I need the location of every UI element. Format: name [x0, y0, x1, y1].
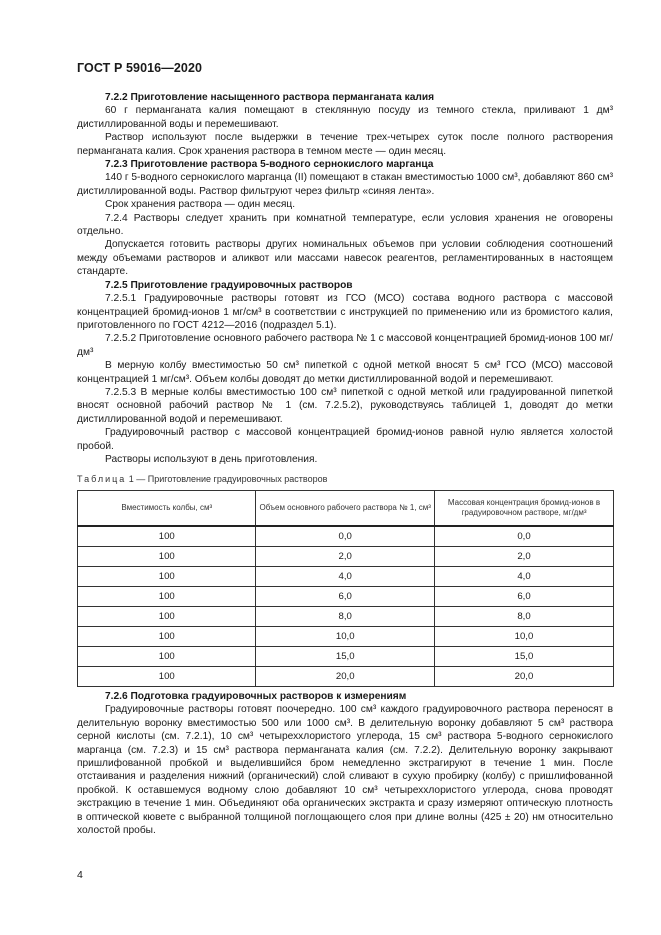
table-cell: 100	[78, 567, 256, 587]
table-row	[78, 647, 614, 667]
header-flask-volume: Вместимость колбы, см³	[78, 491, 256, 527]
body-text-section-2	[77, 690, 613, 837]
table-cell: 100	[78, 607, 256, 627]
body-text-section-1	[77, 91, 613, 466]
paragraph: 7.2.5.3 В мерные колбы вместимостью 100 см³ пипеткой с одной меткой или градуированной пипеткой вносят основной рабочий раствор № 1 (см. 7.2.5.2), руководствуясь таблицей 1, доводят до метки дистиллированной водой и перемешивают.	[77, 386, 613, 425]
section-heading: 7.2.3 Приготовление раствора 5-водного сернокислого марганца	[105, 159, 434, 171]
paragraph: 140 г 5-водного сернокислого марганца (II) помещают в стакан вместимостью 1000 см³, добавляют 860 см³ дистиллированной воды. Раствор фильтруют через фильтр «синяя лента».	[77, 172, 613, 197]
paragraph: Градуировочный раствор с массовой концентрацией бромид-ионов равной нулю является холостой пробой.	[77, 427, 613, 452]
header-concentration: Массовая концентрация бромид-ионов в градуировочном растворе, мг/дм³	[434, 491, 613, 527]
document-header: ГОСТ Р 59016—2020	[77, 61, 203, 75]
table-caption-text: 1 — Приготовление градуировочных растворов	[126, 474, 328, 484]
section-heading: 7.2.2 Приготовление насыщенного раствора перманганата калия	[105, 92, 435, 103]
header-solution-volume: Объем основного рабочего раствора № 1, см³	[256, 491, 434, 527]
table-cell: 20,0	[434, 667, 613, 687]
table-cell: 100	[78, 526, 256, 547]
table-cell: 4,0	[434, 567, 613, 587]
table-cell: 8,0	[434, 607, 613, 627]
table-row	[78, 526, 614, 547]
table-row	[78, 607, 614, 627]
table-row	[78, 627, 614, 647]
table-cell: 100	[78, 547, 256, 567]
table-caption	[77, 474, 327, 484]
table-cell: 10,0	[256, 627, 434, 647]
table-caption-label: Таблица	[77, 474, 127, 484]
table-header-row	[78, 491, 614, 527]
table-cell: 8,0	[256, 607, 434, 627]
table-cell: 15,0	[256, 647, 434, 667]
page-number: 4	[77, 869, 83, 881]
paragraph: 7.2.5.1 Градуировочные растворы готовят из ГСО (МСО) состава водного раствора с массовой концентрацией бромид-ионов 1 мг/см³ в соответствии с инструкцией по применению или из бромистого калия, приготовленного по ГОСТ 4212—2016 (подраздел 5.1).	[77, 293, 613, 331]
table-cell: 100	[78, 627, 256, 647]
table-row	[78, 667, 614, 687]
table-cell: 6,0	[434, 587, 613, 607]
paragraph: Срок хранения раствора — один месяц.	[105, 199, 296, 211]
paragraph: Допускается готовить растворы других номинальных объемов при условии соблюдения соотношений между объемами растворов и аликвот или массами навесок реагентов, регламентированных в настоящем стандарте.	[77, 239, 613, 278]
table-cell: 100	[78, 647, 256, 667]
table-row	[78, 547, 614, 567]
paragraph: В мерную колбу вместимостью 50 см³ пипеткой с одной меткой вносят 5 см³ ГСО (МСО) массовой концентрацией 1 мг/см³. Объем колбы доводят до метки дистиллированной водой и перемешивают.	[77, 360, 613, 385]
table-row	[78, 587, 614, 607]
table-cell: 15,0	[434, 647, 613, 667]
paragraph: 7.2.4 Растворы следует хранить при комнатной температуре, если условия хранения не оговорены отдельно.	[77, 212, 613, 238]
table-cell: 2,0	[434, 547, 613, 567]
calibration-table	[77, 490, 614, 687]
table-cell: 100	[78, 667, 256, 687]
paragraph: 60 г перманганата калия помещают в стеклянную посуду из темного стекла, приливают 1 дм³ дистиллированной воды и перемешивают.	[77, 105, 613, 130]
table-cell: 0,0	[434, 526, 613, 547]
section-heading: 7.2.5 Приготовление градуировочных растворов	[105, 279, 353, 291]
paragraph: Градуировочные растворы готовят поочередно. 100 см³ каждого градуировочного раствора переносят в делительную воронку вместимостью 500 или 1000 см³. В делительную воронку добавляют 5 см³ раствора серной кислоты (см. 7.2.1), 10 см³ четыреххлористого углерода, 15 см³ раствора 5-водного сернокислого марганца (см. 7.2.3) и 15 см³ раствора перманганата калия (см. 7.2.2). Делительную воронку закрывают пришлифованной пробкой и выделившийся бром немедленно экстрагируют в течение 1 мин. После отстаивания и разделения нижний (органический) слой сливают в сухую пробирку (колбу) с пришлифованной пробкой. К оставшемуся водному слою добавляют 10 см³ четыреххлористого углерода, снова проводят экстракцию в течение 1 мин. Объединяют оба органических экстракта и сразу измеряют оптическую плотность в оптической кювете с выбранной толщиной поглощающего слоя при длине волны (425 ± 20) нм относительно холостой пробы.	[77, 704, 613, 837]
table-cell: 0,0	[256, 526, 434, 547]
table-cell: 100	[78, 587, 256, 607]
paragraph: Растворы используют в день приготовления.	[105, 453, 318, 465]
table-cell: 2,0	[256, 547, 434, 567]
section-heading: 7.2.6 Подготовка градуировочных растворов к измерениям	[105, 691, 407, 702]
table-cell: 20,0	[256, 667, 434, 687]
paragraph: Раствор используют после выдержки в течение трех-четырех суток после полного растворения перманганата калия. Срок хранения раствора в темном месте — один месяц.	[77, 132, 613, 157]
table-cell: 6,0	[256, 587, 434, 607]
table-cell: 10,0	[434, 627, 613, 647]
table-cell: 4,0	[256, 567, 434, 587]
paragraph: 7.2.5.2 Приготовление основного рабочего раствора № 1 с массовой концентрацией бромид-ионов 100 мг/дм³	[77, 333, 613, 358]
table-row	[78, 567, 614, 587]
